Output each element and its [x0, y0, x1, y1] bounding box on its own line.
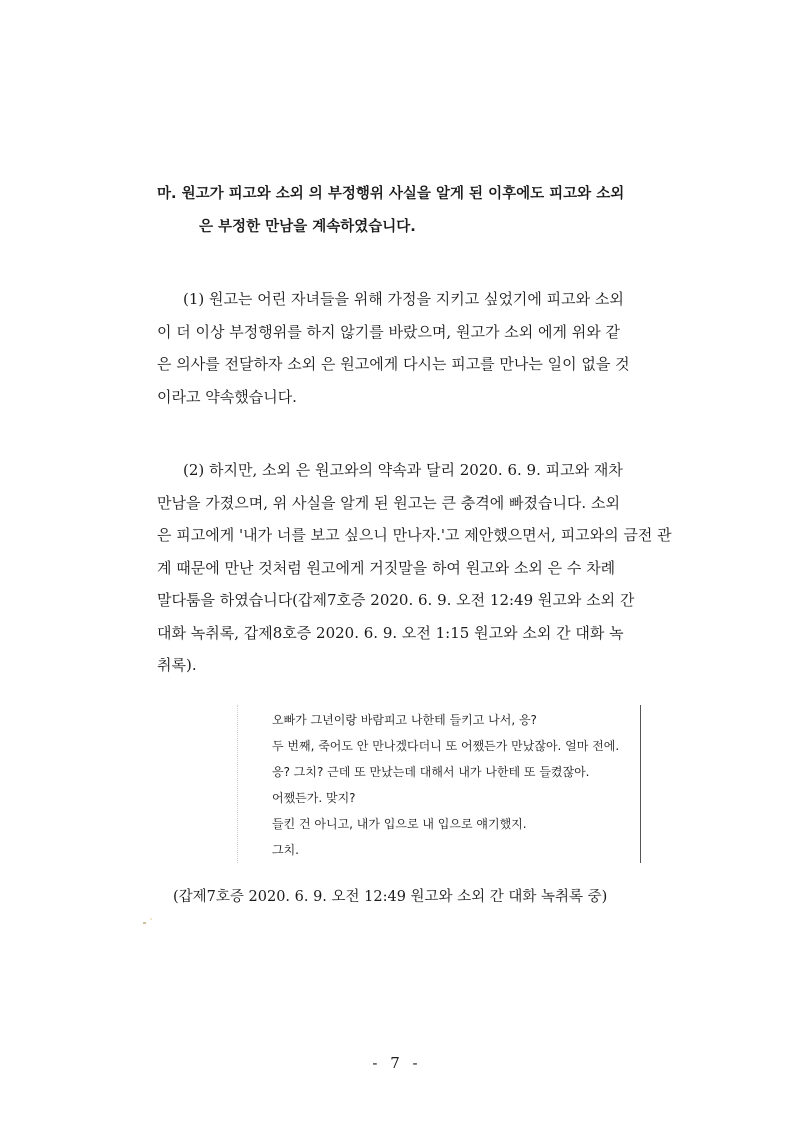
section-heading-line: 은 부정한 만남을 계속하였습니다.	[199, 219, 416, 235]
transcript-caption: (갑제7호증 2020. 6. 9. 오전 12:49 원고와 소외 간 대화 녹취록 중)	[173, 889, 608, 905]
transcript-line: 들킨 건 아니고, 내가 입으로 내 입으로 얘기했지.	[272, 817, 527, 831]
paragraph-line: 말다툼을 하였습니다(갑제7호증 2020. 6. 9. 오전 12:49 원고와 소외 간	[157, 591, 635, 609]
paragraph-line: 이라고 약속했습니다.	[157, 387, 297, 406]
transcript-quote-box	[237, 705, 641, 863]
paragraph-line: 계 때문에 만난 것처럼 원고에게 거짓말을 하여 원고와 소외 은 수 차례	[157, 558, 616, 577]
transcript-line: 오빠가 그년이랑 바람피고 나한테 들키고 나서, 응?	[272, 713, 537, 727]
paragraph-line: 만남을 가졌으며, 위 사실을 알게 된 원고는 큰 충격에 빠졌습니다. 소외	[157, 493, 620, 512]
section-heading	[157, 178, 647, 244]
paragraph-1	[157, 283, 643, 413]
scan-speck	[150, 918, 152, 920]
paragraph-line: 취록).	[157, 656, 197, 674]
transcript-line: 응? 그치? 근데 또 만났는데 대해서 내가 나한테 또 들켰잖아.	[272, 765, 590, 779]
paragraph-2	[157, 454, 672, 682]
transcript-line: 어쨌든가. 맞지?	[272, 791, 356, 805]
paragraph-line: (2) 하지만, 소외 은 원고와의 약속과 달리 2020. 6. 9. 피고와 재차	[183, 461, 623, 479]
transcript-line: 두 번째, 죽어도 안 만나겠다더니 또 어쨌든가 만났잖아. 얼마 전에.	[272, 739, 620, 753]
paragraph-line: 대화 녹취록, 갑제8호증 2020. 6. 9. 오전 1:15 원고와 소외 간 대화 녹	[157, 623, 624, 642]
scan-speck	[143, 922, 146, 924]
paragraph-line: 이 더 이상 부정행위를 하지 않기를 바랐으며, 원고가 소외 에게 위와 같	[157, 322, 620, 341]
paragraph-line: (1) 원고는 어린 자녀들을 위해 가정을 지키고 싶었기에 피고와 소외	[183, 290, 624, 308]
page-number: - 7 -	[372, 1054, 422, 1072]
section-heading-line: 마. 원고가 피고와 소외 의 부정행위 사실을 알게 된 이후에도 피고와 소외	[157, 186, 625, 202]
paragraph-line: 은 피고에게 '내가 너를 보고 싶으니 만나자.'고 제안했으면서, 피고와의 금전 관	[157, 526, 672, 544]
paragraph-line: 은 의사를 전달하자 소외 은 원고에게 다시는 피고를 만나는 일이 없을 것	[157, 355, 630, 373]
transcript-line: 그치.	[272, 843, 299, 857]
